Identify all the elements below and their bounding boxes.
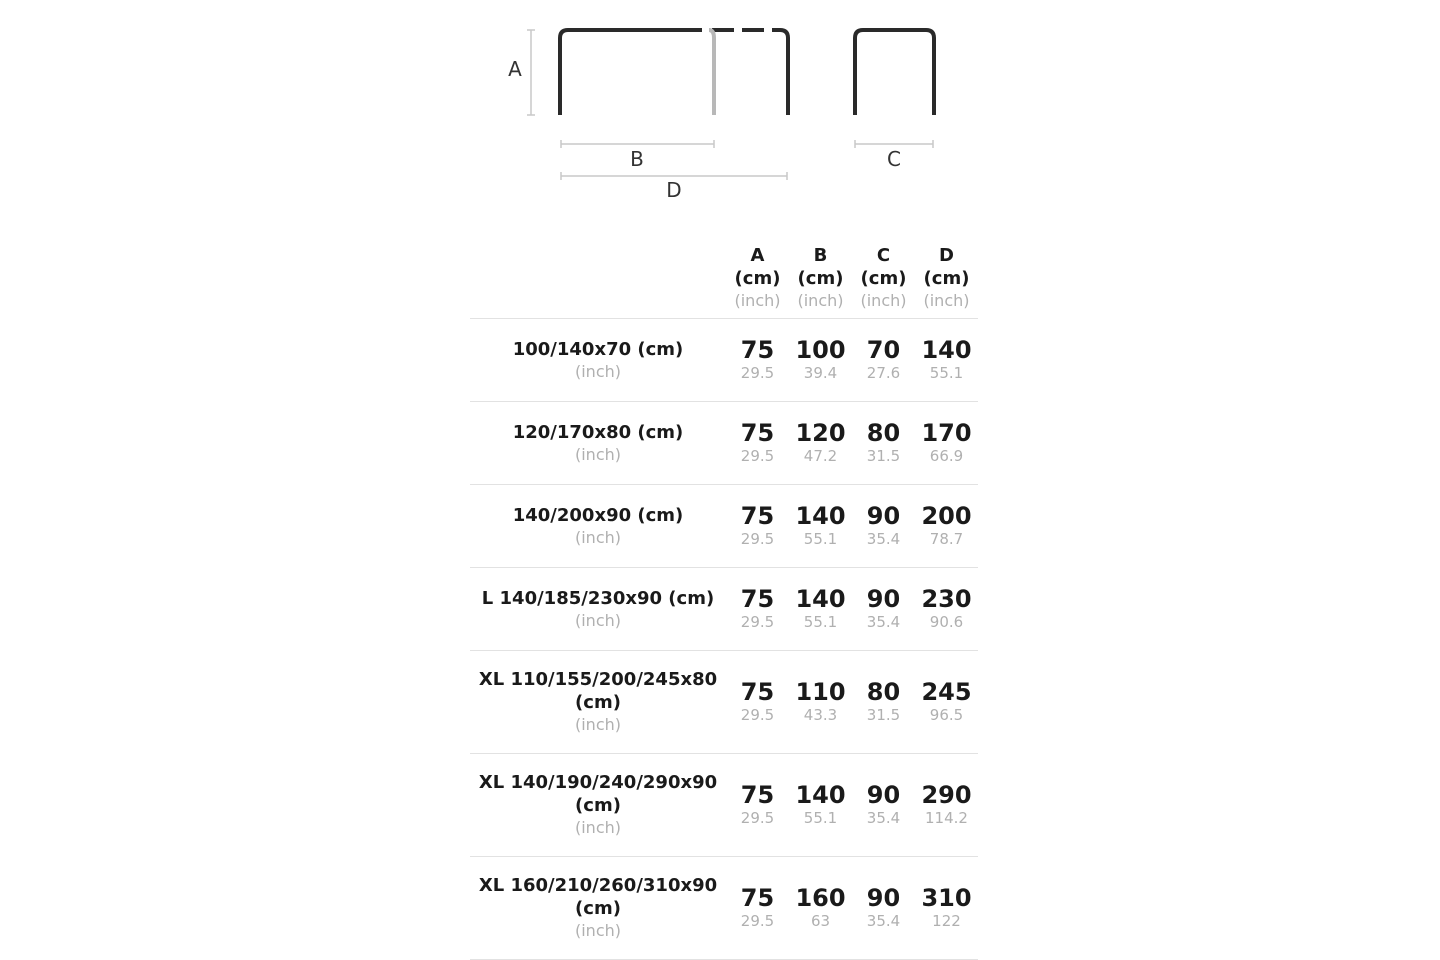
value-inch: 29.5	[740, 809, 775, 827]
header-cm: (cm)	[923, 268, 970, 289]
value-inch: 39.4	[803, 364, 838, 382]
value-cm: 310	[921, 884, 972, 912]
value-cell-d	[915, 651, 978, 754]
value-inch: 29.5	[740, 447, 775, 465]
dimension-a	[508, 30, 535, 115]
value-inch: 43.3	[803, 706, 838, 724]
header-cm: (cm)	[797, 268, 844, 289]
value-cell-b	[789, 319, 852, 402]
value-cell-b	[789, 857, 852, 960]
value-cell-c	[852, 754, 915, 857]
value-cell-c	[852, 402, 915, 485]
dimension-label-b: B	[630, 147, 644, 171]
value-inch: 35.4	[866, 613, 901, 631]
table-row	[470, 568, 978, 651]
header-col-a	[726, 240, 789, 319]
value-inch: 29.5	[740, 912, 775, 930]
value-inch: 29.5	[740, 364, 775, 382]
header-letter: B	[813, 245, 828, 266]
model-name: 140/200x90 (cm)	[512, 504, 684, 526]
model-cell	[470, 754, 726, 857]
model-name: XL 110/155/200/245x80 (cm)	[478, 669, 718, 713]
side-view-drawing	[560, 30, 788, 115]
value-cell-d	[915, 402, 978, 485]
model-unit-inch: (inch)	[574, 715, 621, 734]
header-col-d	[915, 240, 978, 319]
table-row	[470, 857, 978, 960]
value-cell-a	[726, 485, 789, 568]
model-name: L 140/185/230x90 (cm)	[481, 587, 715, 609]
header-letter: D	[939, 245, 954, 266]
value-cm: 245	[921, 678, 972, 706]
model-cell	[470, 651, 726, 754]
dimension-label-a: A	[508, 57, 522, 81]
value-cm: 160	[795, 884, 846, 912]
value-cell-b	[789, 485, 852, 568]
model-cell	[470, 568, 726, 651]
value-inch: 66.9	[929, 447, 964, 465]
header-cm: (cm)	[860, 268, 907, 289]
value-cell-b	[789, 651, 852, 754]
value-cell-a	[726, 319, 789, 402]
value-cm: 75	[740, 419, 775, 447]
model-unit-inch: (inch)	[574, 444, 621, 464]
value-inch: 35.4	[866, 912, 901, 930]
value-cell-c	[852, 485, 915, 568]
model-unit-inch: (inch)	[574, 921, 621, 940]
model-cell	[470, 485, 726, 568]
value-cell-c	[852, 319, 915, 402]
value-inch: 35.4	[866, 809, 901, 827]
model-unit-inch: (inch)	[574, 527, 621, 547]
value-inch: 35.4	[866, 530, 901, 548]
model-name: XL 160/210/260/310x90 (cm)	[478, 875, 718, 919]
value-inch: 114.2	[925, 809, 968, 827]
header-cm: (cm)	[734, 268, 781, 289]
value-cell-a	[726, 402, 789, 485]
value-cell-d	[915, 568, 978, 651]
value-inch: 90.6	[929, 613, 964, 631]
header-row	[470, 240, 978, 319]
value-inch: 31.5	[866, 447, 901, 465]
value-cm: 140	[795, 585, 846, 613]
table-dimension-diagram	[0, 0, 1000, 215]
header-model-empty	[470, 240, 726, 319]
model-name: 100/140x70 (cm)	[512, 338, 684, 360]
value-inch: 55.1	[803, 530, 838, 548]
value-cell-d	[915, 485, 978, 568]
value-cm: 90	[866, 781, 901, 809]
value-cell-b	[789, 754, 852, 857]
model-cell	[470, 319, 726, 402]
value-cell-c	[852, 651, 915, 754]
model-unit-inch: (inch)	[574, 361, 621, 381]
value-cell-d	[915, 857, 978, 960]
value-cm: 75	[740, 336, 775, 364]
model-cell	[470, 857, 726, 960]
value-cell-c	[852, 857, 915, 960]
header-inch: (inch)	[923, 291, 970, 310]
dimension-table	[470, 240, 978, 960]
value-cm: 170	[921, 419, 972, 447]
table-frame-extended-end	[772, 30, 788, 115]
value-inch: 29.5	[740, 530, 775, 548]
value-cm: 230	[921, 585, 972, 613]
header-col-b	[789, 240, 852, 319]
value-cm: 140	[795, 781, 846, 809]
value-inch: 29.5	[740, 706, 775, 724]
value-cm: 90	[866, 502, 901, 530]
value-inch: 78.7	[929, 530, 964, 548]
value-inch: 63	[810, 912, 831, 930]
value-cm: 70	[866, 336, 901, 364]
header-inch: (inch)	[797, 291, 844, 310]
value-cm: 140	[921, 336, 972, 364]
dimension-label-d: D	[666, 178, 682, 202]
table-body	[470, 319, 978, 960]
value-cm: 75	[740, 585, 775, 613]
value-inch: 122	[932, 912, 961, 930]
value-cell-d	[915, 754, 978, 857]
value-cm: 100	[795, 336, 846, 364]
dimension-c	[855, 140, 933, 171]
model-cell	[470, 402, 726, 485]
value-cm: 290	[921, 781, 972, 809]
dimension-b	[561, 140, 714, 171]
value-cm: 200	[921, 502, 972, 530]
header-letter: A	[750, 245, 765, 266]
value-cm: 75	[740, 502, 775, 530]
header-inch: (inch)	[734, 291, 781, 310]
model-unit-inch: (inch)	[574, 818, 621, 837]
value-inch: 27.6	[866, 364, 901, 382]
value-cm: 140	[795, 502, 846, 530]
value-cm: 75	[740, 678, 775, 706]
value-cm: 75	[740, 781, 775, 809]
table-leg-closed-position	[709, 30, 714, 115]
value-cm: 120	[795, 419, 846, 447]
value-cell-a	[726, 754, 789, 857]
value-inch: 55.1	[803, 613, 838, 631]
dimension-label-c: C	[887, 147, 901, 171]
model-name: 120/170x80 (cm)	[512, 421, 684, 443]
table-row	[470, 485, 978, 568]
value-cell-a	[726, 568, 789, 651]
value-inch: 55.1	[803, 809, 838, 827]
value-cell-b	[789, 402, 852, 485]
value-cell-b	[789, 568, 852, 651]
value-cm: 90	[866, 585, 901, 613]
header-inch: (inch)	[860, 291, 907, 310]
model-unit-inch: (inch)	[574, 610, 621, 630]
value-cm: 110	[795, 678, 846, 706]
value-cell-a	[726, 651, 789, 754]
value-inch: 96.5	[929, 706, 964, 724]
end-view-drawing	[855, 30, 934, 115]
value-cell-c	[852, 568, 915, 651]
header-letter: C	[876, 245, 891, 266]
value-cm: 90	[866, 884, 901, 912]
value-cell-d	[915, 319, 978, 402]
value-cm: 80	[866, 419, 901, 447]
table-row	[470, 319, 978, 402]
value-inch: 31.5	[866, 706, 901, 724]
value-inch: 29.5	[740, 613, 775, 631]
value-cm: 75	[740, 884, 775, 912]
value-cell-a	[726, 857, 789, 960]
value-inch: 47.2	[803, 447, 838, 465]
dimension-d	[561, 172, 787, 202]
table-header	[470, 240, 978, 319]
value-cm: 80	[866, 678, 901, 706]
header-col-c	[852, 240, 915, 319]
model-name: XL 140/190/240/290x90 (cm)	[478, 772, 718, 816]
table-row	[470, 402, 978, 485]
table-row	[470, 754, 978, 857]
table-frame-closed	[560, 30, 702, 115]
table-row	[470, 651, 978, 754]
value-inch: 55.1	[929, 364, 964, 382]
